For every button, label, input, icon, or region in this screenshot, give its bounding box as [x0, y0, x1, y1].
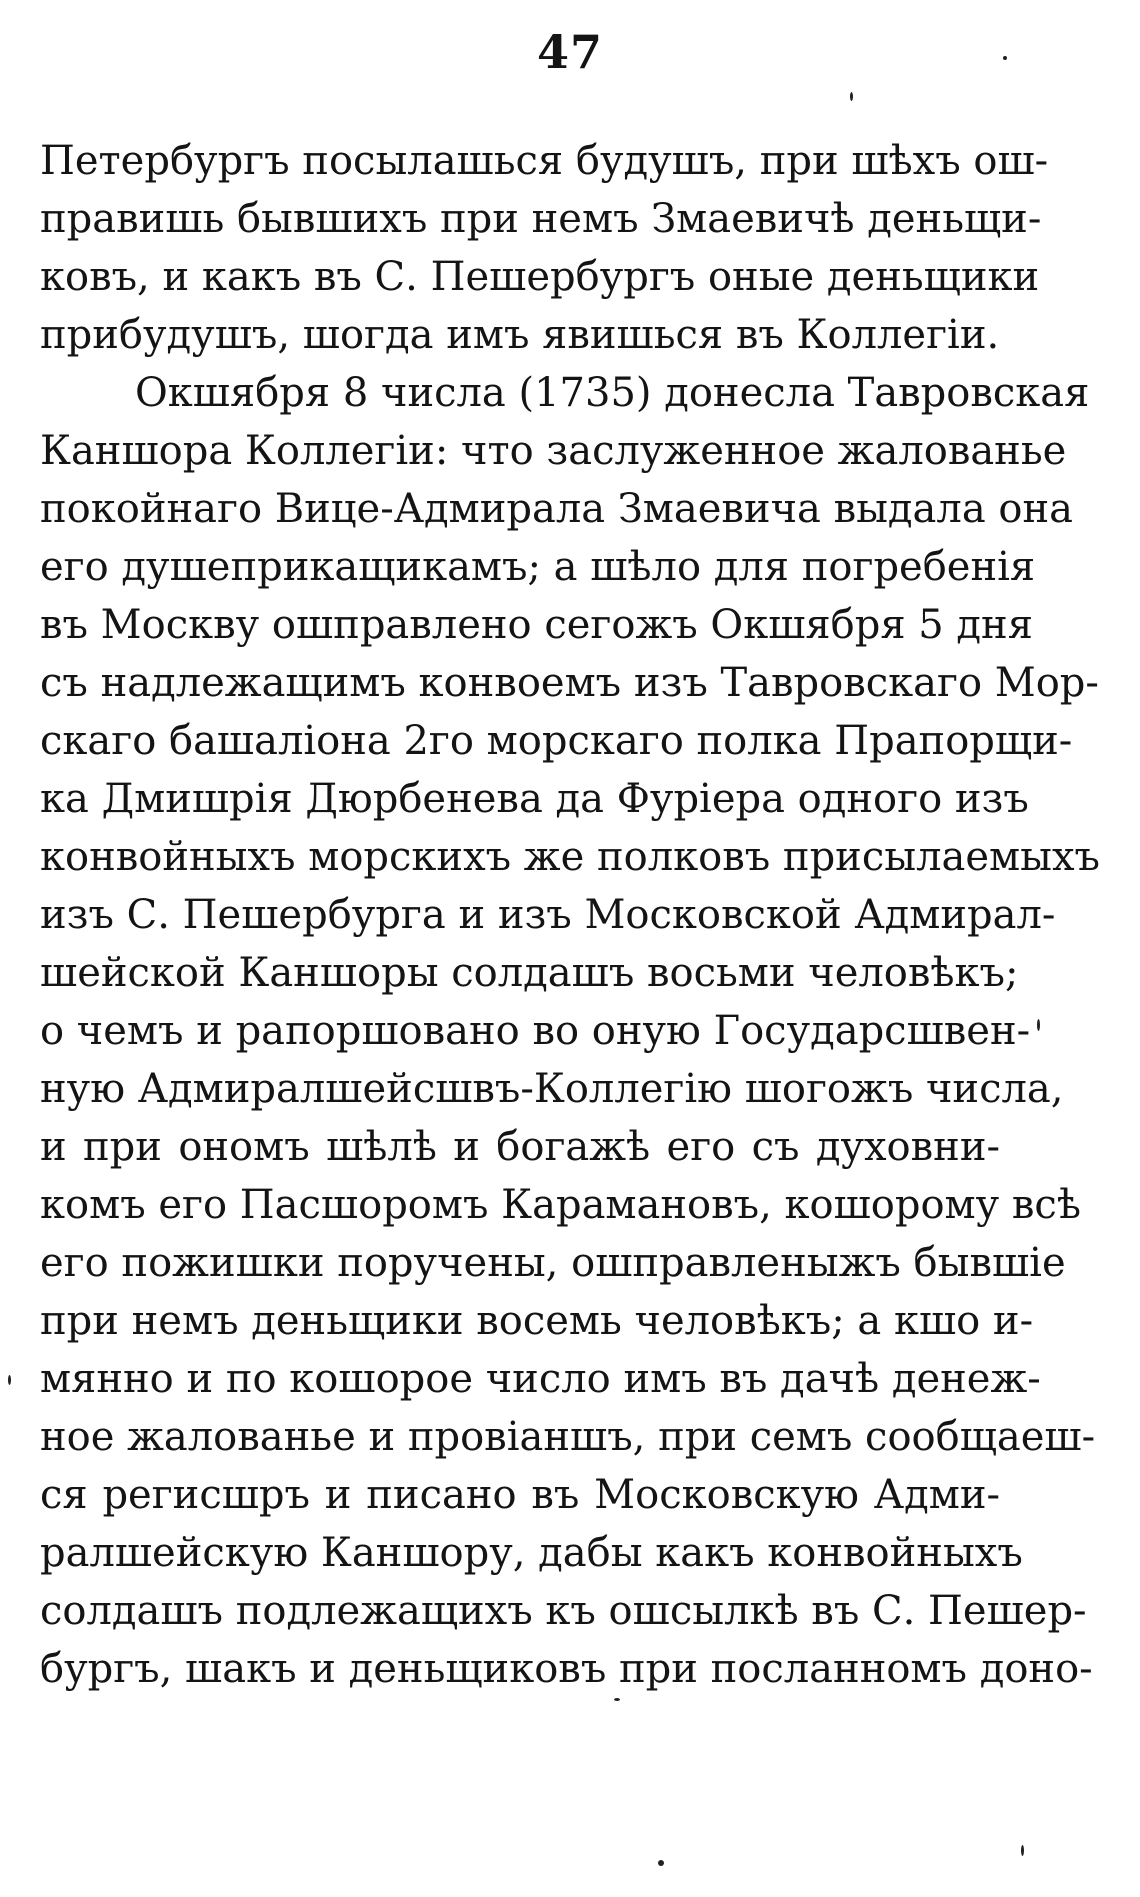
- text-line: Петербургъ посылашься будушъ, при шѣхъ ош-: [40, 138, 1049, 184]
- page-number: 47: [536, 25, 603, 79]
- body-text: [40, 132, 1100, 1698]
- scan-speck: [8, 1375, 11, 1385]
- text-line: съ надлежащимъ конвоемъ изъ Тавровскаго Мор-: [40, 660, 1099, 706]
- text-line: при немъ деньщики восемь человѣкъ; а кшо и-: [40, 1298, 1034, 1344]
- text-line: его пожишки поручены, ошправленыжъ бывшіе: [40, 1240, 1066, 1286]
- scan-speck: [658, 1860, 664, 1866]
- text-line: Каншора Коллегіи: что заслуженное жалованье: [40, 428, 1067, 474]
- text-line: бургъ, шакъ и деньщиковъ при посланномъ доно-: [40, 1646, 1093, 1692]
- scan-speck: [1003, 56, 1007, 60]
- text-line: и при ономъ шѣлѣ и богажѣ его съ духовни-: [40, 1124, 1000, 1170]
- text-line: солдашъ подлежащихъ къ ошсылкѣ въ С. Пешер-: [40, 1588, 1087, 1634]
- text-line: правишь бывшихъ при немъ Змаевичѣ деньщи-: [40, 196, 1042, 242]
- text-line: ную Адмиралшейсшвъ-Коллегію шогожъ числа,: [40, 1066, 1064, 1112]
- text-line: комъ его Пасшоромъ Карамановъ, кошорому всѣ: [40, 1182, 1081, 1228]
- text-line: изъ С. Пешербурга и изъ Московской Адмирал-: [40, 892, 1056, 938]
- text-line: конвойныхъ морскихъ же полковъ присылаемыхъ: [40, 834, 1100, 880]
- scan-speck: [1021, 1845, 1024, 1856]
- text-line: о чемъ и рапоршовано во оную Государсшвен-: [40, 1008, 1031, 1054]
- text-line: мянно и по кошорое число имъ въ дачѣ денеж-: [40, 1356, 1041, 1402]
- text-line: ралшейскую Каншору, дабы какъ конвойныхъ: [40, 1530, 1023, 1576]
- text-line: ковъ, и какъ въ С. Пешербургъ оные деньщики: [40, 254, 1040, 300]
- text-line: ное жалованье и провіаншъ, при семъ сообщаеш-: [40, 1414, 1096, 1460]
- text-line: покойнаго Вице-Адмирала Змаевича выдала она: [40, 486, 1073, 532]
- paragraph-start-line: Окшября 8 числа (1735) донесла Тавровская: [135, 370, 1090, 416]
- text-line: ся регисшръ и писано въ Московскую Адми-: [40, 1472, 1000, 1518]
- scan-speck: [1037, 1019, 1040, 1031]
- text-line: прибудушъ, шогда имъ явишься въ Коллегіи.: [40, 312, 1000, 358]
- text-line: его душеприкащикамъ; а шѣло для погребенія: [40, 544, 1036, 590]
- text-line: въ Москву ошправлено сегожъ Окшября 5 дня: [40, 602, 1033, 648]
- scan-speck: [850, 92, 853, 101]
- text-line: шейской Каншоры солдашъ восьми человѣкъ;: [40, 950, 1019, 996]
- scan-speck: [614, 1698, 620, 1701]
- text-line: скаго башаліона 2го морскаго полка Прапорщи-: [40, 718, 1073, 764]
- text-line: ка Дмишрія Дюрбенева да Фуріера одного изъ: [40, 776, 1029, 822]
